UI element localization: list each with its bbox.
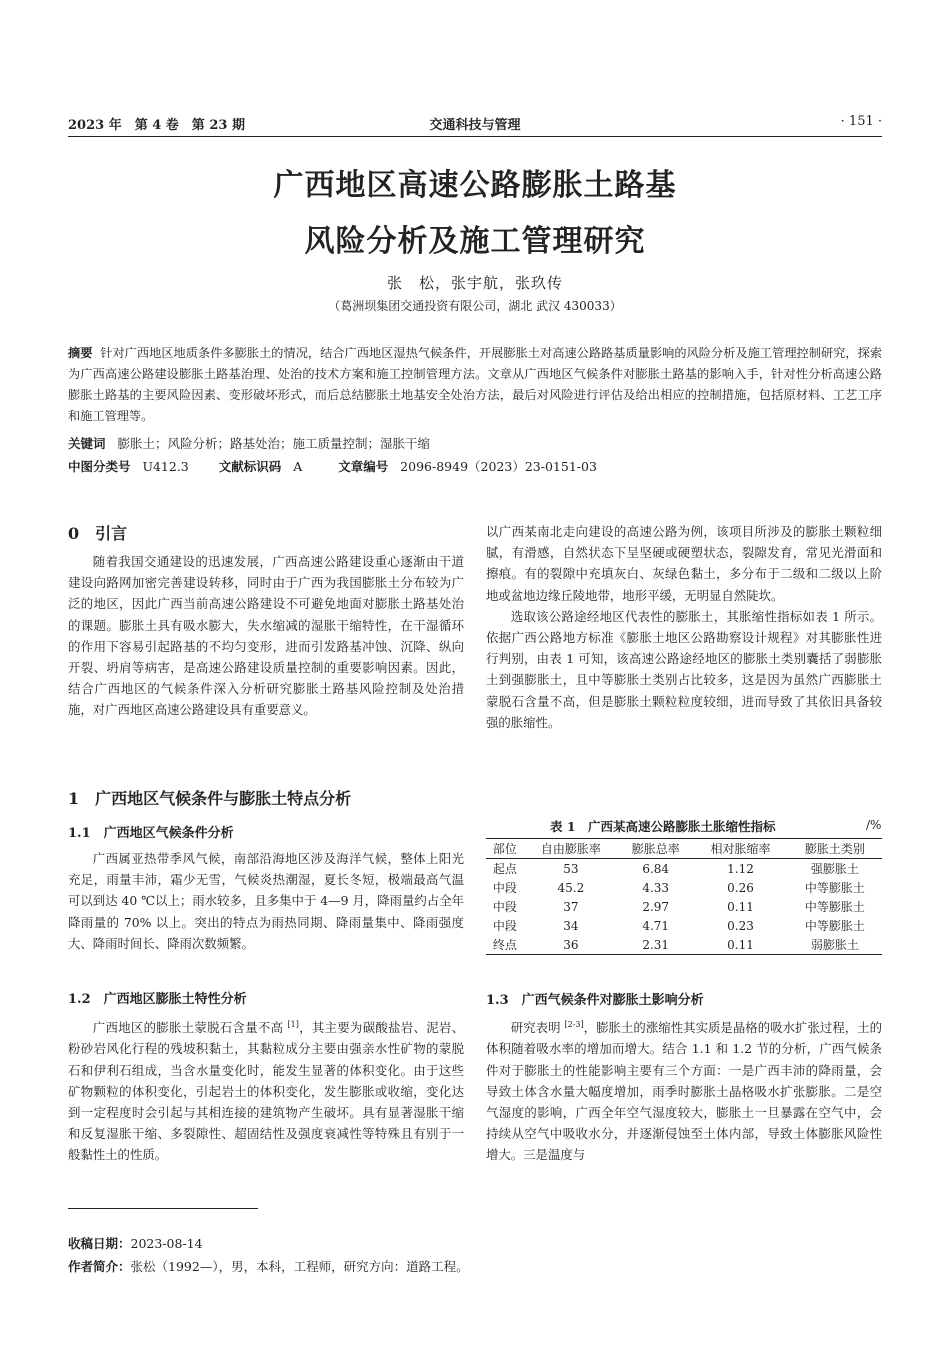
journal-issue: 2023 年 第 4 卷 第 23 期 [68,118,245,133]
table-row [486,878,882,897]
table-caption: 表 1 广西某高速公路膨胀土胀缩性指标 [550,819,776,834]
table-header-row [486,839,882,859]
table-cell: 53 [563,861,579,876]
table-header-cell: 自由膨胀率 [524,839,618,859]
classification-line [68,457,597,475]
section-0-body [68,551,464,721]
section-1-2-heading: 1.2 广西地区膨胀土特性分析 [68,992,247,1007]
table-cell: 4.71 [642,918,670,933]
table-row [486,916,882,935]
table-cell: 4.33 [642,880,670,895]
table-cell: 2.97 [642,899,670,914]
table-cell: 6.84 [642,861,670,876]
keywords [68,434,430,452]
table-cell: 强膨胀土 [810,862,859,876]
table-cell: 中等膨胀土 [804,881,865,895]
abstract [68,343,882,427]
keywords-label: 关键词 [68,436,106,451]
received-date: 收稿日期：2023-08-14 [68,1236,203,1251]
table-cell: 34 [563,918,579,933]
table-cell: 起点 [492,862,517,876]
page-number: · 151 · [840,114,882,129]
article-number-value: 2096-8949（2023）23-0151-03 [400,459,597,474]
section-1-3-heading: 1.3 广西气候条件对膨胀土影响分析 [486,993,704,1008]
paragraph: 以广西某南北走向建设的高速公路为例，该项目所涉及的膨胀土颗粒细腻，有滑感，自然状态下呈坚硬或硬塑状态，裂隙发育，常见光滑面和擦痕。有的裂隙中充填灰白、灰绿色黏土，多分布于二级和二级以上阶地或盆地边缘丘陵地带，地形平缓，无明显自然陡坎。 [486,524,882,603]
table-cell: 弱膨胀土 [810,938,859,952]
table-row [486,935,882,955]
table-body [486,859,882,955]
title-line-2: 风险分析及施工管理研究 [304,224,646,259]
doc-code-value: A [293,459,303,474]
table-cell: 1.12 [727,861,754,876]
table-cell: 0.11 [727,937,754,952]
paragraph: 选取该公路途经地区代表性的膨胀土，其胀缩性指标如表 1 所示。依据广西公路地方标准《膨胀土地区公路勘察设计规程》对其膨胀性进行判别，由表 1 可知，该高速公路途经地区的膨胀土类别囊括了弱膨胀土到强膨胀土，且中等膨胀土类别占比较多，这是因为虽然广西膨胀土蒙脱石含量不高，但是膨胀土颗粒粒度较细，进而导致了其依旧具备较强的胀缩性。 [486,608,882,730]
table-cell: 中段 [492,919,517,933]
section-1-2-body [68,1014,464,1166]
doc-code-label: 文献标识码 [218,459,282,474]
footnote-rule [68,1208,258,1209]
paragraph: 随着我国交通建设的迅速发展，广西高速公路建设重心逐渐由干道建设向路网加密完善建设转移，同时由于广西为我国膨胀土分布较为广泛的地区，因此广西当前高速公路建设不可避免地面对膨胀土路基处治的课题。膨胀土具有吸水膨大，失水缩减的湿胀干缩特性，在干湿循环的作用下容易引起路基的不均匀变形，进而引发路基冲蚀、沉降、纵向开裂、坍肩等病害，是高速公路建设质量控制的重要影响因素。因此，结合广西地区的气候条件深入分析研究膨胀土路基风险控制及处治措施，对广西地区高速公路建设具有重要意义。 [68,554,464,718]
table-cell: 0.26 [727,880,754,895]
table-row [486,859,882,879]
keywords-text: 膨胀土；风险分析；路基处治；施工质量控制；湿胀干缩 [117,436,430,451]
paragraph: 研究表明 [2-3]，膨胀土的涨缩性其实质是晶格的吸水扩张过程，土的体积随着吸水率的增加而增大。结合 1.1 和 1.2 节的分析，广西气候条件对于膨胀土的性能影响主要有三个方面：一是广西丰沛的降雨量，会导致土体含水量大幅度增加，雨季时膨胀土晶格吸水扩张膨胀。二是空气湿度的影响，广西全年空气湿度较大，膨胀土一旦暴露在空气中，会持续从空气中吸收水分，并逐渐侵蚀至土体内部，导致土体膨胀风险性增大。三是温度与 [486,1020,882,1163]
section-0-heading: 0 引言 [68,524,128,543]
abstract-label: 摘要 [68,346,93,360]
authors: 张 松，张宇航，张玖传 [386,274,563,292]
table-cell: 中等膨胀土 [804,900,865,914]
clc-value: U412.3 [142,459,189,474]
table-cell: 37 [563,899,579,914]
table-cell: 0.11 [727,899,754,914]
section-1-3-body [486,1014,882,1166]
paragraph: 广西地区的膨胀土蒙脱石含量不高 [1]，其主要为碳酸盐岩、泥岩、粉砂岩风化行程的残坡积黏土，其黏粒成分主要由强亲水性矿物的蒙脱石和伊利石组成，当含水量变化时，能发生显著的体积变化。由于这些矿物颗粒的体积变化，引起岩土的体积变化，发生膨胀或收缩，变化达到一定程度时会引起与其相连接的建筑物产生破坏。具有显著湿胀干缩和反复湿胀干缩、多裂隙性、超固结性及强度衰减性等特殊且有别于一般黏性土的性质。 [68,1020,464,1163]
table-cell: 0.23 [727,918,754,933]
citation: [2-3] [564,1020,584,1029]
paragraph: 广西属亚热带季风气候，南部沿海地区涉及海洋气候，整体上阳光充足，雨量丰沛，霜少无雪，气候炎热潮湿，夏长冬短，极端最高气温可以到达 40 ℃以上；雨水较多，且多集中于 4—9 月，降雨量约占全年降雨量的 70% 以上。突出的特点为雨热同期、降雨量集中、降雨强度大、降雨时间长、降雨次数频繁。 [68,851,464,951]
table-cell: 36 [563,937,579,952]
affiliation: （葛洲坝集团交通投资有限公司，湖北 武汉 430033） [328,299,622,313]
citation: [1] [287,1020,299,1029]
table-cell: 终点 [492,938,517,952]
title-line-1: 广西地区高速公路膨胀土路基 [273,168,677,203]
clc-label: 中图分类号 [68,459,131,474]
header-rule [68,136,882,137]
section-1-1-heading: 1.1 广西地区气候条件分析 [68,826,234,841]
table-cell: 45.2 [557,880,585,895]
table-header-cell: 部位 [486,839,524,859]
section-1-heading: 1 广西地区气候条件与膨胀土特点分析 [68,789,352,808]
table-cell: 中段 [492,900,517,914]
section-1-2-continued [486,521,882,733]
table-row [486,897,882,916]
table-header-cell: 膨胀总率 [618,839,693,859]
section-1-1-body [68,848,464,954]
abstract-text: 针对广西地区地质条件多膨胀土的情况，结合广西地区湿热气候条件，开展膨胀土对高速公路路基质量影响的风险分析及施工管理控制研究，探索为广西高速公路建设膨胀土路基治理、处治的技术方案和施工控制管理方法。文章从广西地区气候条件对膨胀土路基的影响入手，针对性分析高速公路膨胀土路基的主要风险因素、变形破坏形式，而后总结膨胀土地基安全处治方法，最后对风险进行评估及给出相应的控制措施，包括原材料、工艺工序和施工管理等。 [68,346,883,423]
data-table [486,838,882,955]
table-cell: 2.31 [642,937,670,952]
author-bio: 作者简介：张松（1992—），男，本科，工程师，研究方向：道路工程。 [68,1259,469,1274]
table-cell: 中段 [492,881,517,895]
table-1 [486,838,882,955]
table-header-cell: 相对胀缩率 [693,839,787,859]
journal-name: 交通科技与管理 [429,118,521,133]
table-cell: 中等膨胀土 [804,919,865,933]
table-header-cell: 膨胀土类别 [788,839,882,859]
article-number-label: 文章编号 [338,459,389,474]
table-unit: /% [866,818,882,832]
